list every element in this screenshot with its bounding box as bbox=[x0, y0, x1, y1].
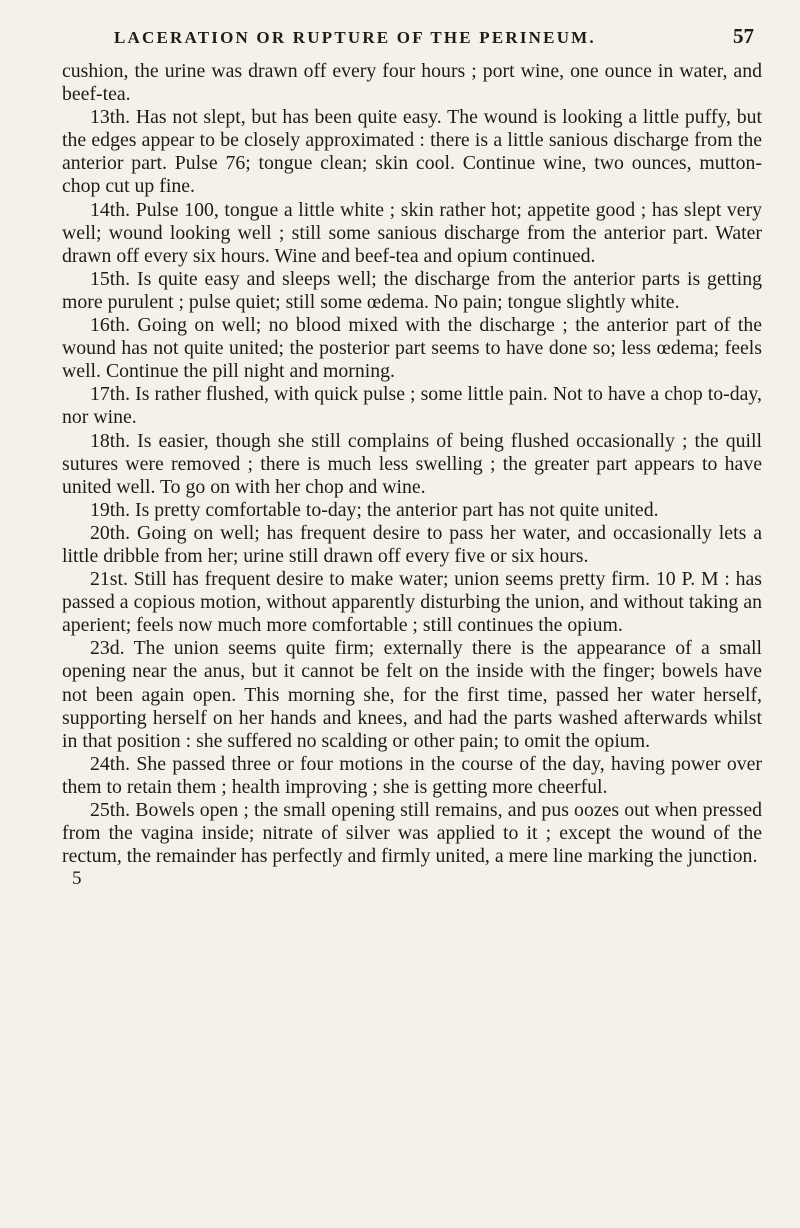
signature-mark: 5 bbox=[72, 868, 82, 890]
running-header bbox=[62, 24, 762, 54]
body-text bbox=[62, 60, 762, 868]
paragraph-17th: 17th. Is rather flushed, with quick pulse ; some little pain. Not to have a chop to-day, nor wine. bbox=[62, 383, 762, 429]
paragraph-20th: 20th. Going on well; has frequent desire to pass her water, and occasionally lets a little dribble from her; urine still drawn off every five or six hours. bbox=[62, 521, 762, 567]
paragraph-15th: 15th. Is quite easy and sleeps well; the discharge from the anterior parts is getting more purulent ; pulse quiet; still some œdema. No pain; tongue slightly white. bbox=[62, 267, 762, 313]
paragraph-continuation: cushion, the urine was drawn off every four hours ; port wine, one ounce in water, and beef-tea. bbox=[62, 60, 762, 106]
paragraph-21st: 21st. Still has frequent desire to make water; union seems pretty firm. 10 P. M : has passed a copious motion, without apparently disturbing the union, and without taking an aperient; feels now much more comfortable ; still continues the opium. bbox=[62, 568, 762, 637]
paragraph-24th: 24th. She passed three or four motions in the course of the day, having power over them to retain them ; health improving ; she is getting more cheerful. bbox=[62, 752, 762, 798]
page-number: 57 bbox=[733, 24, 754, 48]
paragraph-19th: 19th. Is pretty comfortable to-day; the anterior part has not quite united. bbox=[90, 498, 659, 521]
paragraph-18th: 18th. Is easier, though she still complains of being flushed occasionally ; the quill sutures were removed ; there is much less swelling ; the greater part appears to have united well. To go on with her chop and wine. bbox=[62, 429, 762, 498]
paragraph-14th: 14th. Pulse 100, tongue a little white ; skin rather hot; appetite good ; has slept very well; wound looking well ; still some sanious discharge from the anterior part. Water drawn off every six hours. Wine and beef-tea and opium continued. bbox=[62, 198, 762, 267]
paragraph-16th: 16th. Going on well; no blood mixed with the discharge ; the anterior part of the wound has not quite united; the posterior part seems to have done so; less œdema; feels well. Continue the pill night and morning. bbox=[62, 314, 762, 383]
chapter-title: LACERATION OR RUPTURE OF THE PERINEUM. bbox=[114, 28, 596, 47]
paragraph-25th: 25th. Bowels open ; the small opening still remains, and pus oozes out when pressed from the vagina inside; nitrate of silver was applied to it ; except the wound of the rectum, the remainder has perfectly and firmly united, a mere line marking the junction. bbox=[62, 799, 762, 868]
document-page bbox=[62, 24, 762, 1214]
paragraph-23d: 23d. The union seems quite firm; externally there is the appearance of a small opening near the anus, but it cannot be felt on the inside with the finger; bowels have not been again open. This morning she, for the first time, passed her water herself, supporting herself on her hands and knees, and had the parts washed afterwards whilst in that position : she suffered no scalding or other pain; to omit the opium. bbox=[62, 637, 762, 752]
paragraph-13th: 13th. Has not slept, but has been quite easy. The wound is looking a little puffy, but the edges appear to be closely approximated : there is a little sanious discharge from the anterior part. Pulse 76; tongue clean; skin cool. Continue wine, two ounces, mutton-chop cut up fine. bbox=[62, 106, 762, 198]
